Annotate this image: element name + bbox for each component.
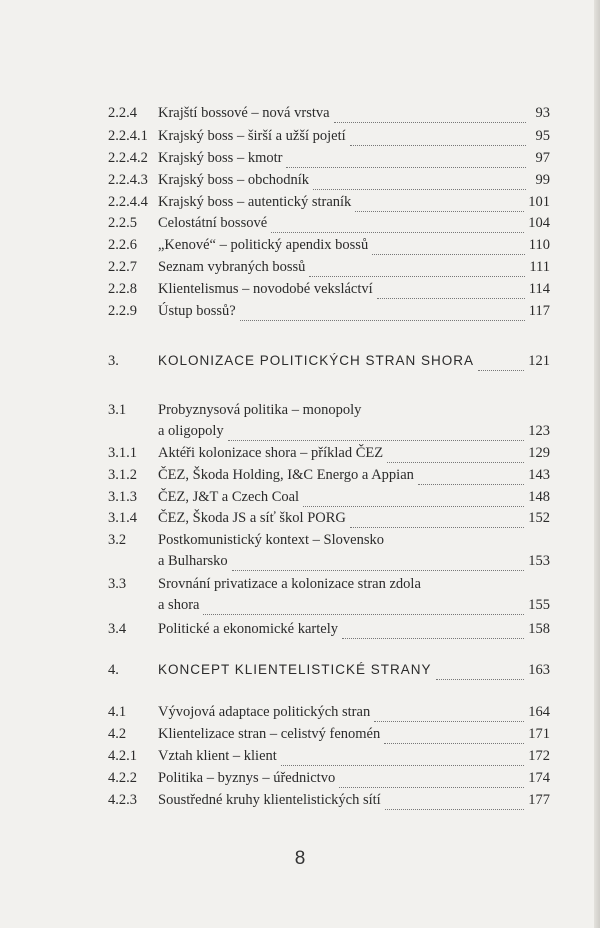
- toc-entry-number: 3.3: [108, 576, 127, 592]
- toc-entry: [108, 235, 550, 255]
- toc-entry-page: 114: [528, 281, 550, 297]
- toc-entry-title: Srovnání privatizace a kolonizace stran zdola: [158, 576, 421, 592]
- toc-entry-page: 95: [535, 128, 550, 144]
- toc-entry-number: 4.2.3: [108, 792, 137, 808]
- toc-entry-title: ČEZ, Škoda Holding, I&C Energo a Appian: [158, 467, 414, 483]
- toc-entry-page: 110: [528, 237, 550, 253]
- toc-entry-page: 143: [528, 467, 550, 483]
- toc-entry: [108, 702, 550, 722]
- toc-entry-number: 3.1.4: [108, 510, 137, 526]
- toc-entry: [108, 487, 550, 507]
- toc-entry-number: 2.2.5: [108, 215, 137, 231]
- toc-entry-title: Soustředné kruhy klientelistických sítí: [158, 792, 381, 808]
- toc-entry-title: KONCEPT KLIENTELISTICKÉ STRANY: [158, 662, 432, 677]
- toc-entry-title: Klientelismus – novodobé veksláctví: [158, 281, 373, 297]
- toc-entry-page: 153: [528, 553, 550, 569]
- toc-entry-number: 2.2.4.2: [108, 150, 148, 166]
- page-number: 8: [294, 848, 306, 869]
- toc-entry-number: 2.2.8: [108, 281, 137, 297]
- toc-entry-number: 3.1.2: [108, 467, 137, 483]
- toc-leader-dots: [281, 751, 524, 766]
- toc-entry: [108, 103, 550, 123]
- toc-entry-number: 3.4: [108, 621, 127, 637]
- toc-leader-dots: [436, 665, 525, 680]
- toc-chapter: [108, 660, 550, 680]
- toc-leader-dots: [478, 356, 524, 371]
- toc-entry-title: Aktéři kolonizace shora – příklad ČEZ: [158, 445, 384, 461]
- toc-leader-dots: [339, 773, 524, 788]
- toc-entry-page: 171: [528, 726, 550, 742]
- toc-leader-dots: [372, 240, 525, 255]
- toc-entry-page: 172: [528, 748, 550, 764]
- toc-leader-dots: [286, 153, 526, 168]
- toc-entry-title: Celostátní bossové: [158, 215, 268, 231]
- toc-leader-dots: [240, 306, 525, 321]
- page-edge: [594, 0, 600, 928]
- toc-entry-number: 2.2.4.1: [108, 128, 148, 144]
- toc-entry-title: Krajský boss – obchodník: [158, 172, 310, 188]
- toc-entry-page: 148: [528, 489, 550, 505]
- toc-entry-title: Ústup bossů?: [158, 303, 236, 319]
- toc-entry-number: 2.2.9: [108, 303, 137, 319]
- toc-entry-page: 104: [528, 215, 550, 231]
- toc-entry-number: 2.2.7: [108, 259, 137, 275]
- toc-leader-dots: [350, 131, 526, 146]
- toc-entry-title: KOLONIZACE POLITICKÝCH STRAN SHORA: [158, 353, 475, 368]
- toc-entry: [108, 443, 550, 463]
- toc-entry-page: 111: [529, 259, 550, 275]
- toc-entry: [108, 421, 550, 441]
- toc-entry-number: 4.1: [108, 704, 127, 720]
- toc-leader-dots: [387, 448, 524, 463]
- toc-leader-dots: [377, 284, 525, 299]
- toc-entry-title: Krajský boss – širší a užší pojetí: [158, 128, 346, 144]
- toc-leader-dots: [385, 795, 525, 810]
- toc-entry-number: 4.2.2: [108, 770, 137, 786]
- toc-entry: [108, 279, 550, 299]
- toc-entry: [108, 213, 550, 233]
- toc-entry-title: Seznam vybraných bossů: [158, 259, 306, 275]
- toc-chapter: [108, 351, 550, 371]
- toc-entry-number: 3.2: [108, 532, 127, 548]
- toc-entry-page: 99: [535, 172, 550, 188]
- toc-entry: [108, 790, 550, 810]
- toc-entry-page: 155: [528, 597, 550, 613]
- toc-entry: [108, 551, 550, 571]
- toc-entry: [108, 192, 550, 212]
- toc-entry-page: 164: [528, 704, 550, 720]
- toc-entry: [108, 768, 550, 788]
- toc-entry-title: Krajský boss – autentický straník: [158, 194, 352, 210]
- toc-entry: [108, 724, 550, 744]
- toc-entry-number: 2.2.6: [108, 237, 137, 253]
- toc-entry-number: 4.: [108, 662, 119, 678]
- toc-entry-number: 3.1: [108, 402, 127, 418]
- toc-entry-title: Klientelizace stran – celistvý fenomén: [158, 726, 381, 742]
- toc-entry: [108, 126, 550, 146]
- toc-entry-number: 3.1.1: [108, 445, 137, 461]
- toc-entry-title: Krajský boss – kmotr: [158, 150, 283, 166]
- toc-entry: [108, 530, 550, 550]
- toc-leader-dots: [374, 707, 524, 722]
- toc-entry-title: a oligopoly: [158, 423, 224, 439]
- toc-entry-page: 93: [535, 105, 550, 121]
- toc-entry: [108, 257, 550, 277]
- toc-entry-title: Vztah klient – klient: [158, 748, 277, 764]
- toc-leader-dots: [232, 556, 525, 571]
- toc-entry: [108, 148, 550, 168]
- toc-entry-title: a shora: [158, 597, 200, 613]
- toc-entry: [108, 301, 550, 321]
- toc-leader-dots: [309, 262, 525, 277]
- toc-leader-dots: [342, 624, 524, 639]
- toc-leader-dots: [313, 175, 526, 190]
- toc-entry: [108, 465, 550, 485]
- toc-entry: [108, 574, 550, 594]
- toc-entry-number: 3.1.3: [108, 489, 137, 505]
- toc-entry-title: Politické a ekonomické kartely: [158, 621, 338, 637]
- toc-leader-dots: [303, 492, 524, 507]
- toc-entry-page: 101: [528, 194, 550, 210]
- toc-leader-dots: [228, 426, 525, 441]
- toc-entry-title: Vývojová adaptace politických stran: [158, 704, 371, 720]
- toc-entry: [108, 170, 550, 190]
- toc-entry-page: 129: [528, 445, 550, 461]
- toc-entry-page: 123: [528, 423, 550, 439]
- toc-entry-page: 97: [535, 150, 550, 166]
- toc-entry-title: a Bulharsko: [158, 553, 228, 569]
- toc-entry-number: 2.2.4.4: [108, 194, 148, 210]
- toc-leader-dots: [350, 513, 524, 528]
- toc-entry-title: Probyznysová politika – monopoly: [158, 402, 362, 418]
- toc-entry: [108, 619, 550, 639]
- toc-entry-title: ČEZ, Škoda JS a síť škol PORG: [158, 510, 346, 526]
- toc-leader-dots: [271, 218, 524, 233]
- toc-entry-page: 163: [528, 662, 550, 678]
- toc-entry-number: 2.2.4.3: [108, 172, 148, 188]
- toc-leader-dots: [355, 197, 524, 212]
- toc-entry-title: Postkomunistický kontext – Slovensko: [158, 532, 384, 548]
- toc-entry-title: Krajští bossové – nová vrstva: [158, 105, 330, 121]
- toc-entry-page: 177: [528, 792, 550, 808]
- toc-leader-dots: [203, 600, 524, 615]
- toc-entry-number: 2.2.4: [108, 105, 137, 121]
- toc-leader-dots: [384, 729, 524, 744]
- toc-entry-page: 174: [528, 770, 550, 786]
- toc-entry-title: „Kenové“ – politický apendix bossů: [158, 237, 369, 253]
- toc-entry-title: Politika – byznys – úřednictvo: [158, 770, 336, 786]
- toc-entry-title: ČEZ, J&T a Czech Coal: [158, 489, 300, 505]
- toc-leader-dots: [334, 108, 526, 123]
- toc-entry: [108, 746, 550, 766]
- toc-entry-page: 152: [528, 510, 550, 526]
- toc-entry-page: 117: [528, 303, 550, 319]
- toc-entry-number: 4.2: [108, 726, 127, 742]
- toc-leader-dots: [418, 470, 524, 485]
- toc-entry: [108, 595, 550, 615]
- toc-entry: [108, 400, 550, 420]
- toc-entry-number: 3.: [108, 353, 119, 369]
- toc-entry: [108, 508, 550, 528]
- toc-entry-number: 4.2.1: [108, 748, 137, 764]
- toc-entry-page: 121: [528, 353, 550, 369]
- toc-entry-page: 158: [528, 621, 550, 637]
